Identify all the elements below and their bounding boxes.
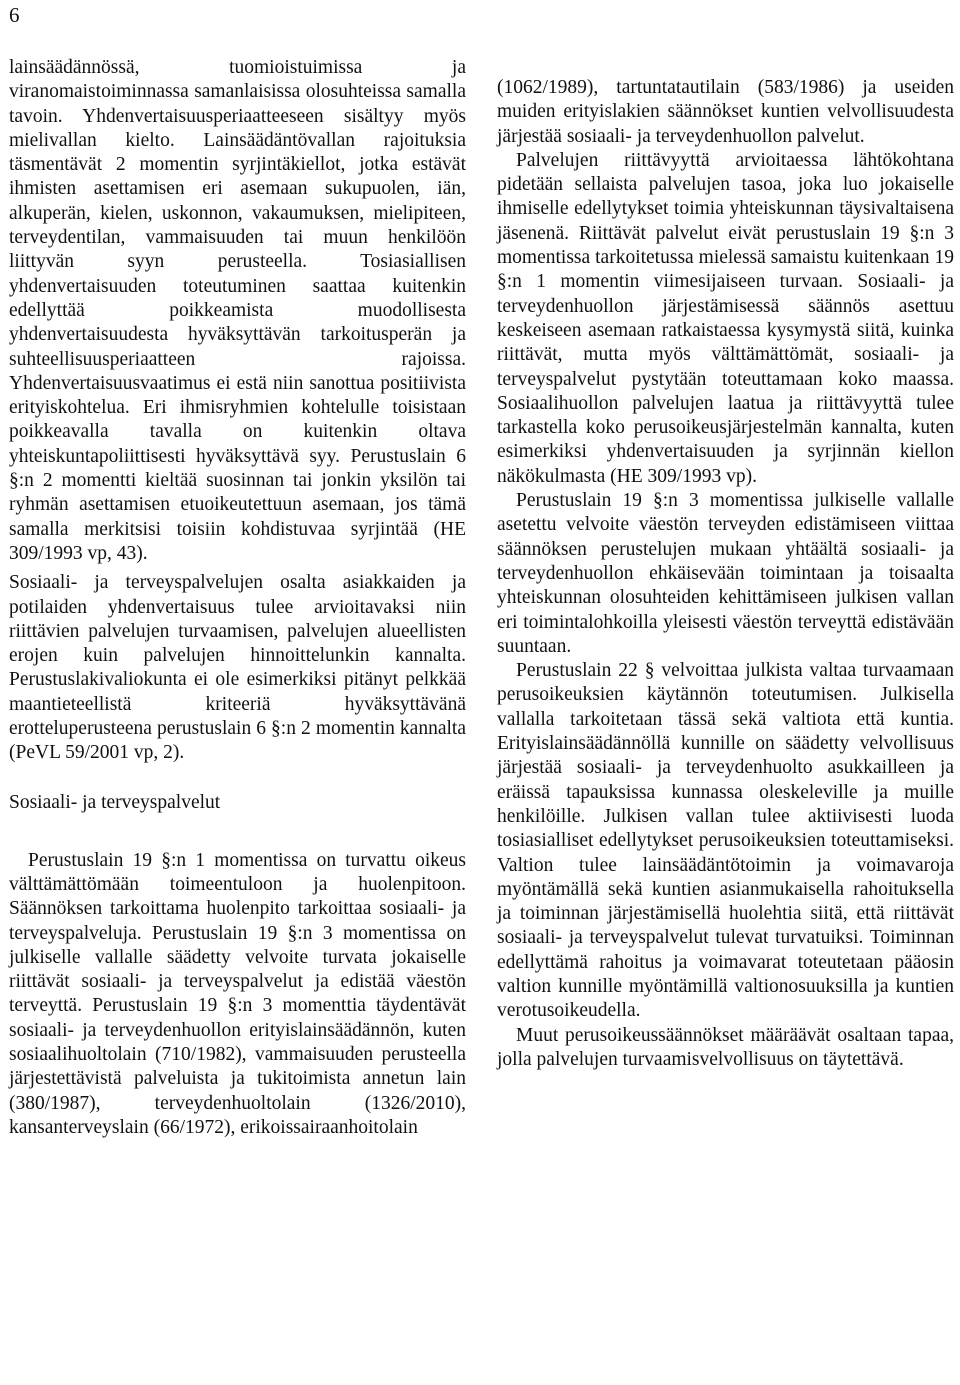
paragraph: lainsäädännössä, tuomioistuimissa ja viranomaistoiminnassa samanlaisissa olosuhteissa samalla tavoin. Yhdenvertaisuusperiaatteeseen sisältyy myös mielivallan kielto. Lainsäädäntövallan rajoituksia täsmentävät 2 momentin syrjintäkiellot, jotka estävät ihmisten asettamisen eri asemaan sukupuolen, iän, alkuperän, kielen, uskonnon, vakaumuksen, mielipiteen, terveydentilan, vammaisuuden tai muun henkilöön liittyvän syyn perusteella. Tosiasiallisen yhdenvertaisuuden toteutuminen saattaa kuitenkin edellyttää poikkeamista muodollisesta yhdenvertaisuudesta hyväksyttävän tarkoitusperän ja suhteellisuusperiaatteen rajoissa. Yhdenvertaisuusvaatimus ei estä niin sanottua positiivista erityiskohtelua. Eri ihmisryhmien kohtelulle toisistaan poikkeavalla tavalla on kuitenkin oltava yhteiskuntapoliittisesti hyväksyttävä syy. Perustuslain 6 §:n 2 momentti kieltää suosinnan tai jonkin yksilön tai ryhmän asettamisen etuoikeutettuun asemaan, jos tämä samalla merkitsisi toisiin kohdistuvaa syrjintää (HE 309/1993 vp, 43). xyxy=(9,57,466,564)
paragraph: Sosiaali- ja terveyspalvelujen osalta asiakkaiden ja potilaiden yhdenvertaisuus tulee arvioitavaksi niin riittävien palvelujen turvaamisen, palvelujen alueellisten erojen kuin palvelujen hinnoittelunkin kannalta. Perustuslakivaliokunta ei ole esimerkiksi pitänyt pelkkää maantieteellistä kriteeriä hyväksyttävänä erotteluperusteena perustuslain 6 §:n 2 momentin kannalta (PeVL 59/2001 vp, 2). xyxy=(9,572,466,764)
paragraph: Perustuslain 19 §:n 1 momentissa on turvattu oikeus välttämättömään toimeentuloon ja huolenpitoon. Säännöksen tarkoittama huolenpito tarkoittaa sosiaali- ja terveyspalveluja. Perustuslain 19 §:n 3 momentissa on julkiselle vallalle säädetty velvoite turvata jokaiselle riittävät sosiaali- ja terveyspalvelut ja edistää väestön terveyttä. Perustuslain 19 §:n 3 momenttia täydentävät sosiaali- ja terveydenhuollon erityislainsäädännön, kuten sosiaalihuoltolain (710/1982), vammaisuuden perusteella järjestettävistä palveluista ja tukitoimista annetun lain (380/1987), terveydenhuoltolain (1326/2010), kansanterveyslain (66/1972), erikoissairaanhoitolain xyxy=(9,849,466,1138)
right-column xyxy=(497,76,954,1072)
paragraph: Perustuslain 22 § velvoittaa julkista valtaa turvaamaan perusoikeuksien käytännön toteutumisen. Julkisella vallalla tarkoitetaan tässä sekä valtiota että kuntia. Erityislainsäädännöllä kunnille on säädetty velvollisuus järjestää sosiaali- ja terveydenhuolto asukkailleen ja eräissä tapauksissa kunnassa oleskeleville ja muille henkilöille. Julkisen vallan tulee aktiivisesti luoda tosiasialliset edellytykset perusoikeuksien toteuttamiseksi. Valtion tulee lainsäädäntötoimin ja voimavaroja myöntämällä sekä kuntien asianmukaisella rahoituksella ja toiminnan järjestämisellä huolehtia siitä, että riittävät sosiaali- ja terveyspalvelut tulevat turvatuiksi. Toiminnan edellyttämä rahoitus ja voimavarat toteutetaan pääosin valtion kunnille myöntämillä valtionosuuksilla ja kuntien verotusoikeudella. xyxy=(497,660,954,1022)
page-number: 6 xyxy=(9,3,20,27)
paragraph: Palvelujen riittävyyttä arvioitaessa lähtökohtana pidetään sellaista palvelujen tasoa, joka luo jokaiselle ihmiselle edellytykset toimia yhteiskunnan täysivaltaisena jäsenenä. Riittävät palvelut eivät perustuslain 19 §:n 3 momentissa tarkoitetussa mielessä samaistu kuitenkaan 19 §:n 1 momentin viimesijaiseen turvaan. Sosiaali- ja terveydenhuollon järjestämisessä säännös asettuu keskeiseen asemaan ratkaistaessa kysymystä siitä, kuinka riittävät, mutta myös välttämättömät, sosiaali- ja terveyspalvelut pystytään toteuttamaan koko maassa. Sosiaalihuollon palvelujen laatua ja riittävyyttä tulee tarkastella koko perusoikeusjärjestelmän kannalta, kuten esimerkiksi yhdenvertaisuuden ja syrjinnän kiellon näkökulmasta (HE 309/1993 vp). xyxy=(497,149,954,487)
left-column xyxy=(9,56,466,1140)
paragraph: Perustuslain 19 §:n 3 momentissa julkiselle vallalle asetettu velvoite väestön terveyden edistämiseen viittaa säännöksen perustelujen mukaan yhtäältä sosiaali- ja terveydenhuollon ehkäisevään toimintaan ja toisaalta yhteiskunnan olosuhteiden kehittämiseen julkisen vallan eri toimintalohkoilla yleisesti väestön terveyttä edistävään suuntaan. xyxy=(497,490,954,657)
paragraph: (1062/1989), tartuntatautilain (583/1986) ja useiden muiden erityislakien säännökset kuntien velvollisuudesta järjestää sosiaali- ja terveydenhuollon palvelut. xyxy=(497,77,954,147)
section-heading: Sosiaali- ja terveyspalvelut xyxy=(9,791,221,813)
paragraph: Muut perusoikeussäännökset määräävät osaltaan tapaa, jolla palvelujen turvaamisvelvollisuus on täytettävä. xyxy=(497,1024,954,1070)
